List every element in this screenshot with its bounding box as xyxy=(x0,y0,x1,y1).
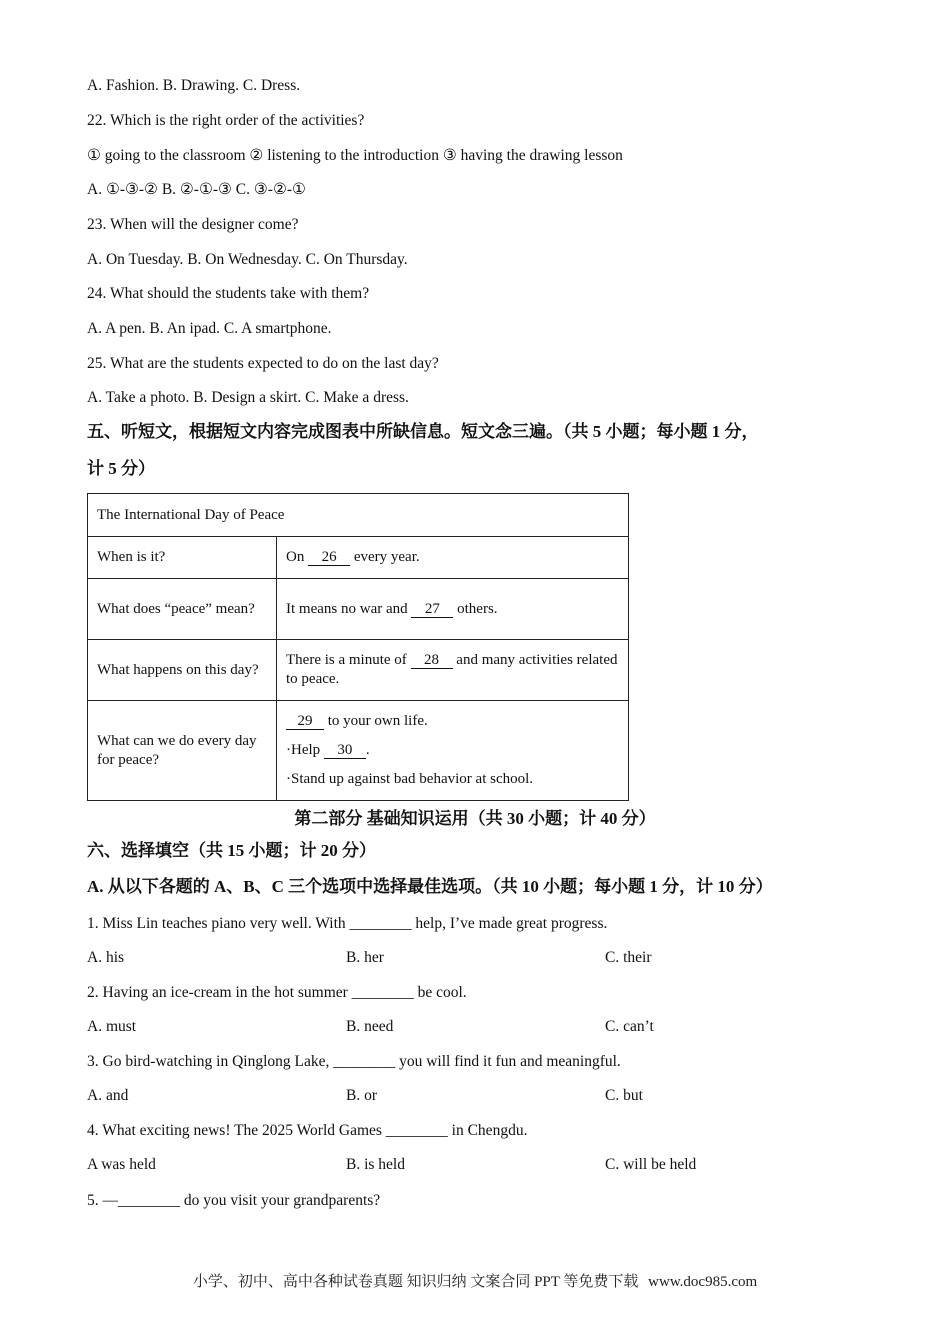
section5-heading-line1: 五、听短文，根据短文内容完成图表中所缺信息。短文念三遍。（共 5 小题；每小题 1 分， xyxy=(87,422,759,441)
table-row1-answer xyxy=(277,537,629,579)
table-row4-question: What can we do every day for peace? xyxy=(88,701,277,801)
q23-question: 23. When will the designer come? xyxy=(87,216,299,233)
footer-text: 小学、初中、高中各种试卷真题 知识归纳 文案合同 PPT 等免费下载 xyxy=(192,1274,639,1290)
mc3-option-b: B. or xyxy=(346,1087,377,1104)
row4-line2-suffix: . xyxy=(365,742,370,758)
section6-heading: 六、选择填空（共 15 小题；计 20 分） xyxy=(87,841,376,860)
mc3-option-a: A. and xyxy=(87,1087,129,1104)
mc1-options xyxy=(87,949,887,969)
q22-items: ① going to the classroom ② listening to the introduction ③ having the drawing lesson xyxy=(87,147,623,164)
mc2-options xyxy=(87,1018,887,1038)
mc4-option-b: B. is held xyxy=(346,1156,405,1173)
q22-question: 22. Which is the right order of the activities? xyxy=(87,112,365,129)
table-row2-question: What does “peace” mean? xyxy=(88,579,277,640)
row4-line1-suffix: to your own life. xyxy=(324,713,428,729)
row1-prefix: On xyxy=(286,549,309,565)
blank-30: 30 xyxy=(324,742,366,759)
row2-prefix: It means no war and xyxy=(286,600,412,617)
row4-line2 xyxy=(286,736,619,765)
sectionA-heading: A. 从以下各题的 A、B、C 三个选项中选择最佳选项。（共 10 小题；每小题 1 分，计 10 分） xyxy=(87,877,773,896)
q25-question: 25. What are the students expected to do on the last day? xyxy=(87,355,439,372)
footer-url[interactable]: www.doc985.com xyxy=(648,1274,758,1290)
mc1-option-c: C. their xyxy=(605,949,652,966)
table-row1-question: When is it? xyxy=(88,537,277,579)
mc4-question: 4. What exciting news! The 2025 World Games ________ in Chengdu. xyxy=(87,1122,528,1139)
mc1-option-a: A. his xyxy=(87,949,125,966)
mc5-question: 5. —________ do you visit your grandparents? xyxy=(87,1192,381,1209)
mc2-option-c: C. can’t xyxy=(605,1018,654,1035)
mc2-option-b: B. need xyxy=(346,1018,394,1035)
mc3-option-c: C. but xyxy=(605,1087,643,1104)
row4-line1 xyxy=(286,707,619,736)
mc3-options xyxy=(87,1087,887,1107)
table-title: The International Day of Peace xyxy=(88,494,629,537)
table-row2-answer xyxy=(277,579,629,640)
q22-options: A. ①-③-② B. ②-①-③ C. ③-②-① xyxy=(87,181,306,198)
q24-options: A. A pen. B. An ipad. C. A smartphone. xyxy=(87,320,332,337)
table-row4-answer xyxy=(277,701,629,801)
blank-27: 27 xyxy=(411,601,453,618)
blank-28: 28 xyxy=(411,652,453,669)
table-row3-question: What happens on this day? xyxy=(88,640,277,701)
row4-line3: ·Stand up against bad behavior at school. xyxy=(286,771,534,787)
blank-29: 29 xyxy=(286,713,324,730)
section5-heading-line2: 计 5 分） xyxy=(87,459,155,478)
mc3-question: 3. Go bird-watching in Qinglong Lake, ________ you will find it fun and meaningful. xyxy=(87,1053,621,1070)
blank-26: 26 xyxy=(308,549,350,566)
mc4-option-c: C. will be held xyxy=(605,1156,697,1173)
mc2-question: 2. Having an ice-cream in the hot summer ________ be cool. xyxy=(87,984,467,1001)
row4-line2-prefix: ·Help xyxy=(286,742,324,758)
mc1-question: 1. Miss Lin teaches piano very well. With ________ help, I’ve made great progress. xyxy=(87,915,608,932)
row2-suffix: others. xyxy=(453,600,498,617)
mc2-option-a: A. must xyxy=(87,1018,137,1035)
row3-prefix: There is a minute of xyxy=(286,652,411,668)
row3-suffix: and many activities related to peace. xyxy=(286,652,618,687)
mc4-options xyxy=(87,1156,887,1176)
page-footer xyxy=(0,1270,950,1291)
mc4-option-a: A was held xyxy=(87,1156,156,1173)
mc1-option-b: B. her xyxy=(346,949,384,966)
q23-options: A. On Tuesday. B. On Wednesday. C. On Thursday. xyxy=(87,251,408,268)
q25-options: A. Take a photo. B. Design a skirt. C. Make a dress. xyxy=(87,389,409,406)
part2-title: 第二部分 基础知识运用（共 30 小题；计 40 分） xyxy=(294,809,656,828)
q24-question: 24. What should the students take with them? xyxy=(87,285,370,302)
peace-table xyxy=(87,493,629,801)
q21-options: A. Fashion. B. Drawing. C. Dress. xyxy=(87,77,301,94)
row1-suffix: every year. xyxy=(350,549,420,565)
table-row3-answer xyxy=(277,640,629,701)
